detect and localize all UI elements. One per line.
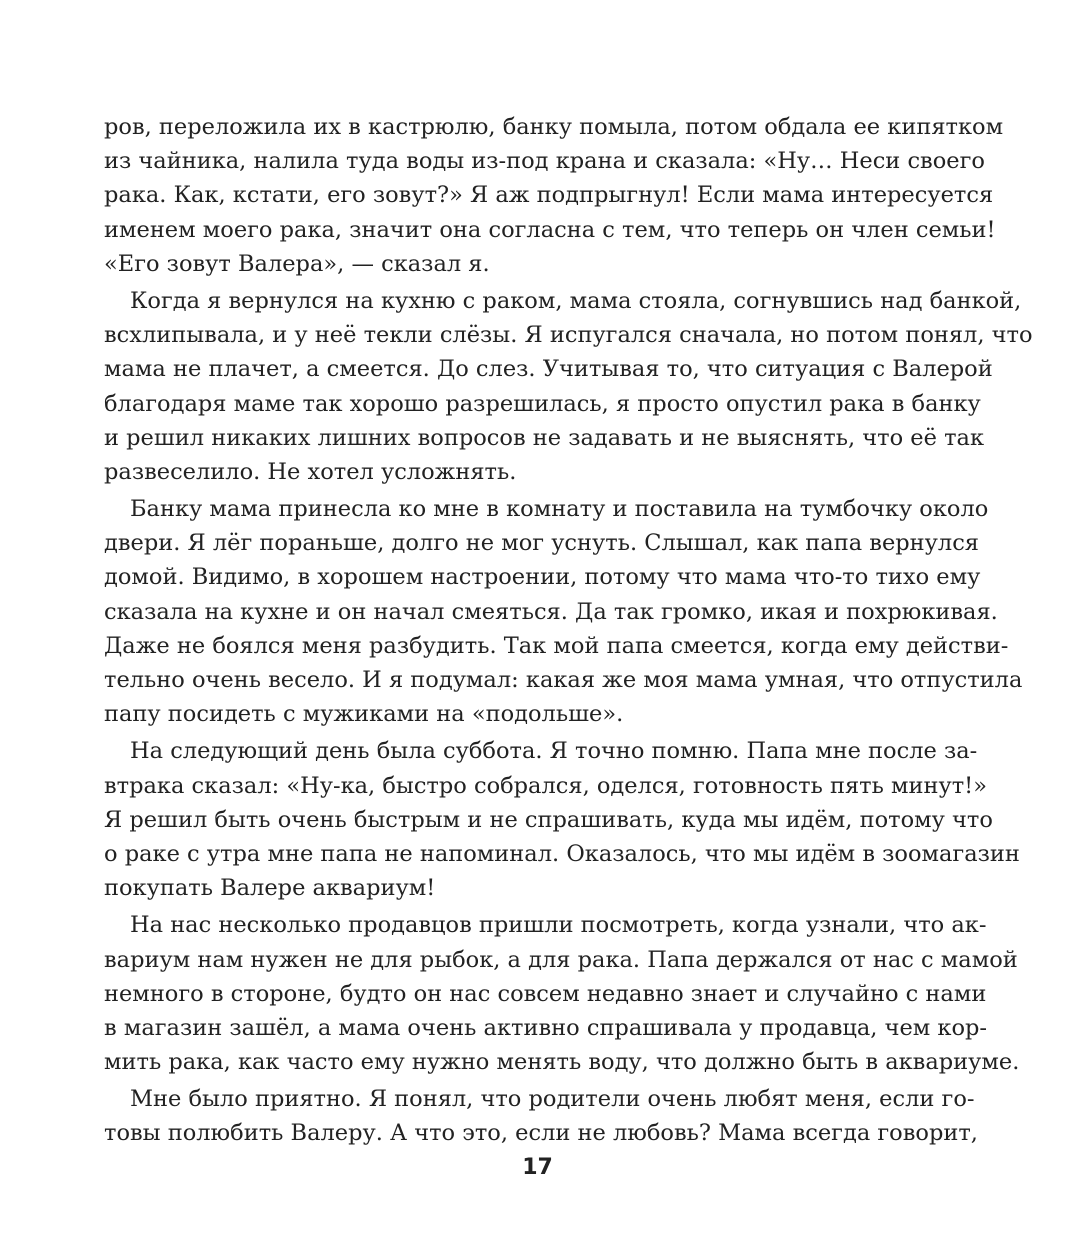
text-line: Я решил быть очень быстрым и не спрашивать, куда мы идём, потому что [104,806,993,833]
text-line: мама не плачет, а смеется. До слез. Учитывая то, что ситуация с Валерой [104,356,993,383]
text-line: в магазин зашёл, а мама очень активно спрашивала у продавца, чем кор- [104,1014,988,1041]
text-line: Мне было приятно. Я понял, что родители очень любят меня, если го- [130,1086,975,1113]
text-line: На следующий день была суббота. Я точно помню. Папа мне после за- [130,738,978,765]
text-line: папу посидеть с мужиками на «подольше». [104,701,624,728]
text-line: рака. Как, кстати, его зовут?» Я аж подпрыгнул! Если мама интересуется [104,182,994,209]
text-line: развеселило. Не хотел усложнять. [104,458,517,485]
text-line: сказала на кухне и он начал смеяться. Да так громко, икая и похрюкивая. [104,598,998,625]
text-line: немного в стороне, будто он нас совсем недавно знает и случайно с нами [104,980,987,1007]
text-line: Даже не боялся меня разбудить. Так мой папа смеется, когда ему действи- [104,632,1009,659]
text-line: двери. Я лёг пораньше, долго не мог уснуть. Слышал, как папа вернулся [104,530,979,557]
text-line: из чайника, налила туда воды из-под крана и сказала: «Ну… Неси своего [104,148,985,175]
text-line: На нас несколько продавцов пришли посмотреть, когда узнали, что ак- [130,912,987,939]
text-line: всхлипывала, и у неё текли слёзы. Я испугался сначала, но потом понял, что [104,322,1033,349]
text-line: вариум нам нужен не для рыбок, а для рака. Папа держался от нас с мамой [104,946,1018,973]
text-line: и решил никаких лишних вопросов не задавать и не выяснять, что её так [104,424,985,451]
text-line: мить рака, как часто ему нужно менять воду, что должно быть в аквариуме. [104,1049,1020,1076]
text-line: тельно очень весело. И я подумал: какая же моя мама умная, что отпустила [104,667,1023,693]
text-line: покупать Валере аквариум! [104,875,436,902]
text-line: втрака сказал: «Ну-ка, быстро собрался, оделся, готовность пять минут!» [104,772,987,799]
body-text [104,110,1033,1151]
text-line: благодаря маме так хорошо разрешилась, я просто опустил рака в банку [104,390,981,417]
text-line: домой. Видимо, в хорошем настроении, потому что мама что-то тихо ему [104,564,981,591]
text-line: товы полюбить Валеру. А что это, если не любовь? Мама всегда говорит, [104,1120,978,1147]
text-line: Когда я вернулся на кухню с раком, мама стояла, согнувшись над банкой, [130,287,1022,314]
page-number: 17 [522,1155,553,1180]
text-line: о раке с утра мне папа не напоминал. Оказалось, что мы идём в зоомагазин [104,840,1020,867]
text-line: Банку мама принесла ко мне в комнату и поставила на тумбочку около [130,496,989,523]
text-line: «Его зовут Валера», — сказал я. [104,250,490,277]
text-line: именем моего рака, значит она согласна с тем, что теперь он член семьи! [104,216,996,243]
text-line: ров, переложила их в кастрюлю, банку помыла, потом обдала ее кипятком [104,114,1004,140]
